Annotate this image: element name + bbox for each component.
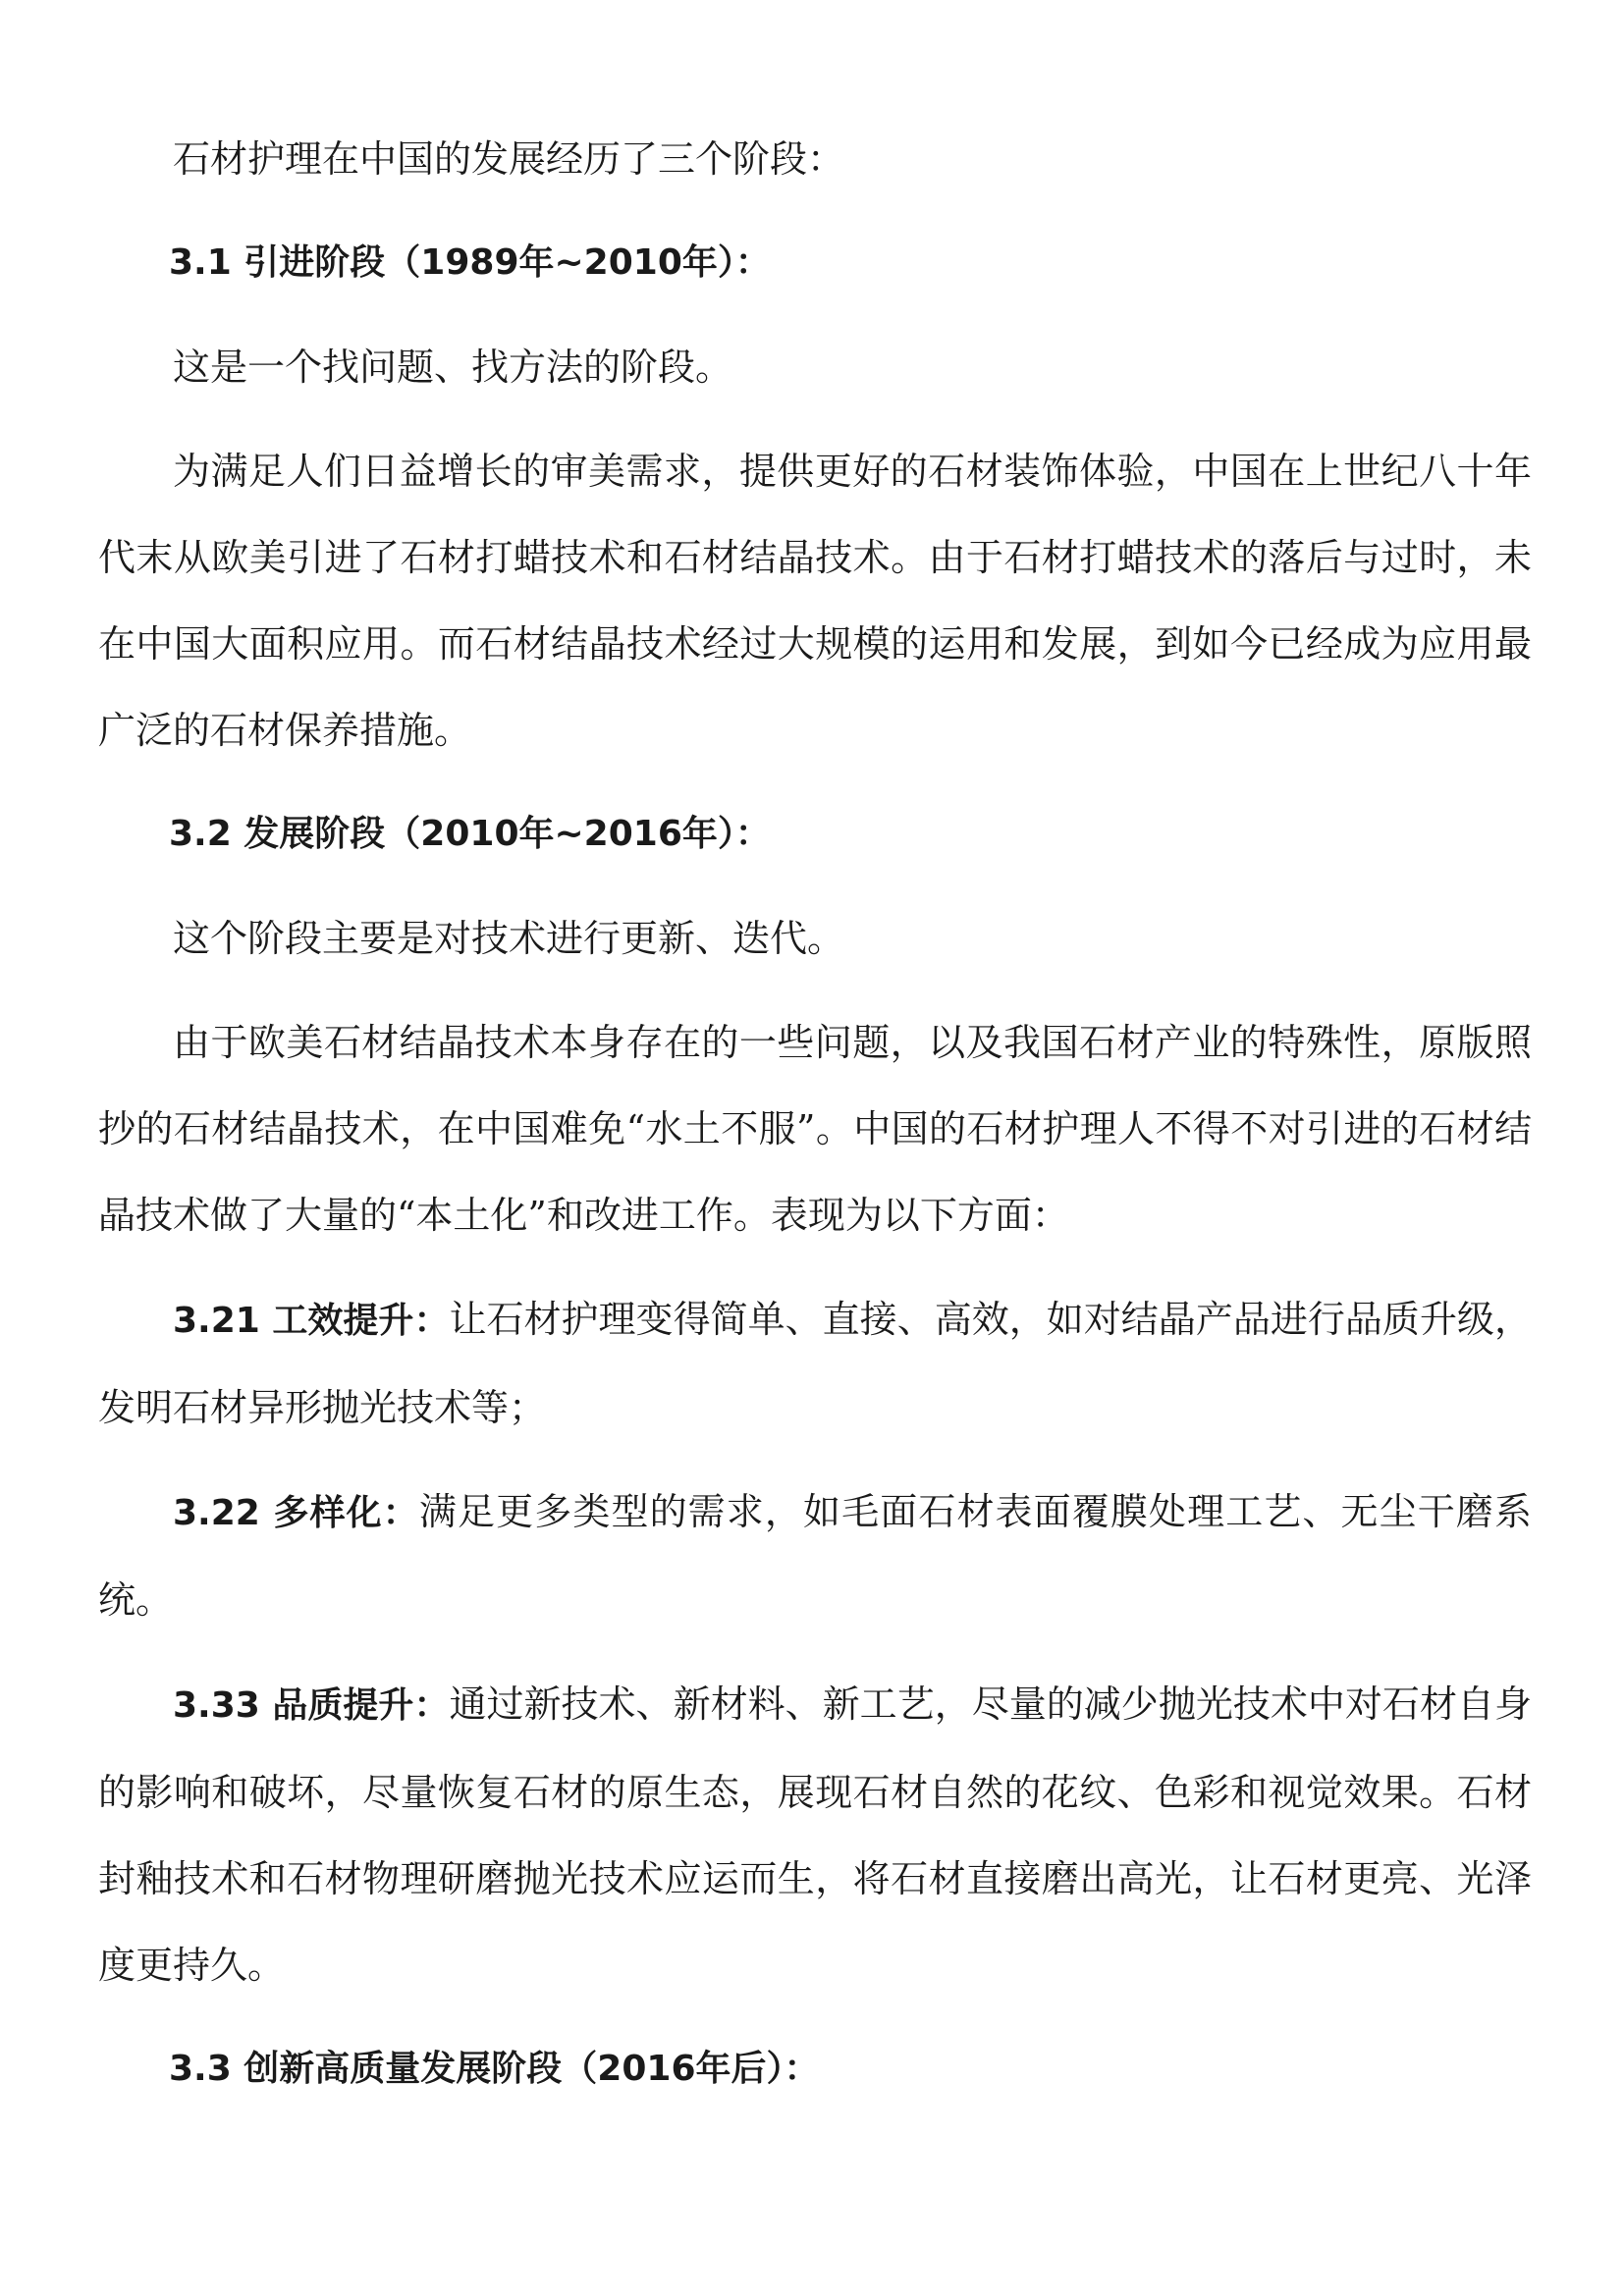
section-3-2-body: 由于欧美石材结晶技术本身存在的一些问题，以及我国石材产业的特殊性，原版照抄的石材结晶技术，在中国难免“水土不服”。中国的石材护理人不得不对引进的石材结晶技术做了大量的“本土化”和改进工作。表现为以下方面： [98,1021,1532,1237]
item-3-21-label: 3.21 工效提升： [173,1301,450,1341]
section-3-2-summary: 这个阶段主要是对技术进行更新、迭代。 [173,917,845,960]
item-3-22-text: 满足更多类型的需求，如毛面石材表面覆膜处理工艺、无尘干磨系统。 [98,1490,1532,1622]
item-3-22-paragraph [98,1468,1532,1643]
item-3-33-text: 通过新技术、新材料、新工艺，尽量的减少抛光技术中对石材自身的影响和破坏，尽量恢复石材的原生态，展现石材自然的花纹、色彩和视觉效果。石材封釉技术和石材物理研磨抛光技术应运而生，将石材直接磨出高光，让石材更亮、光泽度更持久。 [98,1682,1532,1987]
section-3-3-heading: 3.3 创新高质量发展阶段（2016年后）： [169,2049,820,2089]
intro-paragraph: 石材护理在中国的发展经历了三个阶段： [173,137,845,181]
item-3-22-label: 3.22 多样化： [173,1493,419,1533]
section-3-2-heading: 3.2 发展阶段（2010年~2016年）： [169,814,771,854]
section-3-1-heading: 3.1 引进阶段（1989年~2010年）： [169,242,771,283]
item-3-33-paragraph [98,1661,1532,2008]
section-3-1-body: 为满足人们日益增长的审美需求，提供更好的石材装饰体验，中国在上世纪八十年代末从欧美引进了石材打蜡技术和石材结晶技术。由于石材打蜡技术的落后与过时，未在中国大面积应用。而石材结晶技术经过大规模的运用和发展，到如今已经成为应用最广泛的石材保养措施。 [98,450,1532,752]
document-body [98,116,1532,2130]
item-3-21-paragraph [98,1276,1532,1451]
section-3-1-summary: 这是一个找问题、找方法的阶段。 [173,346,733,389]
item-3-33-label: 3.33 品质提升： [173,1685,450,1726]
item-3-21-text: 让石材护理变得简单、直接、高效，如对结晶产品进行品质升级，发明石材异形抛光技术等； [98,1298,1532,1429]
